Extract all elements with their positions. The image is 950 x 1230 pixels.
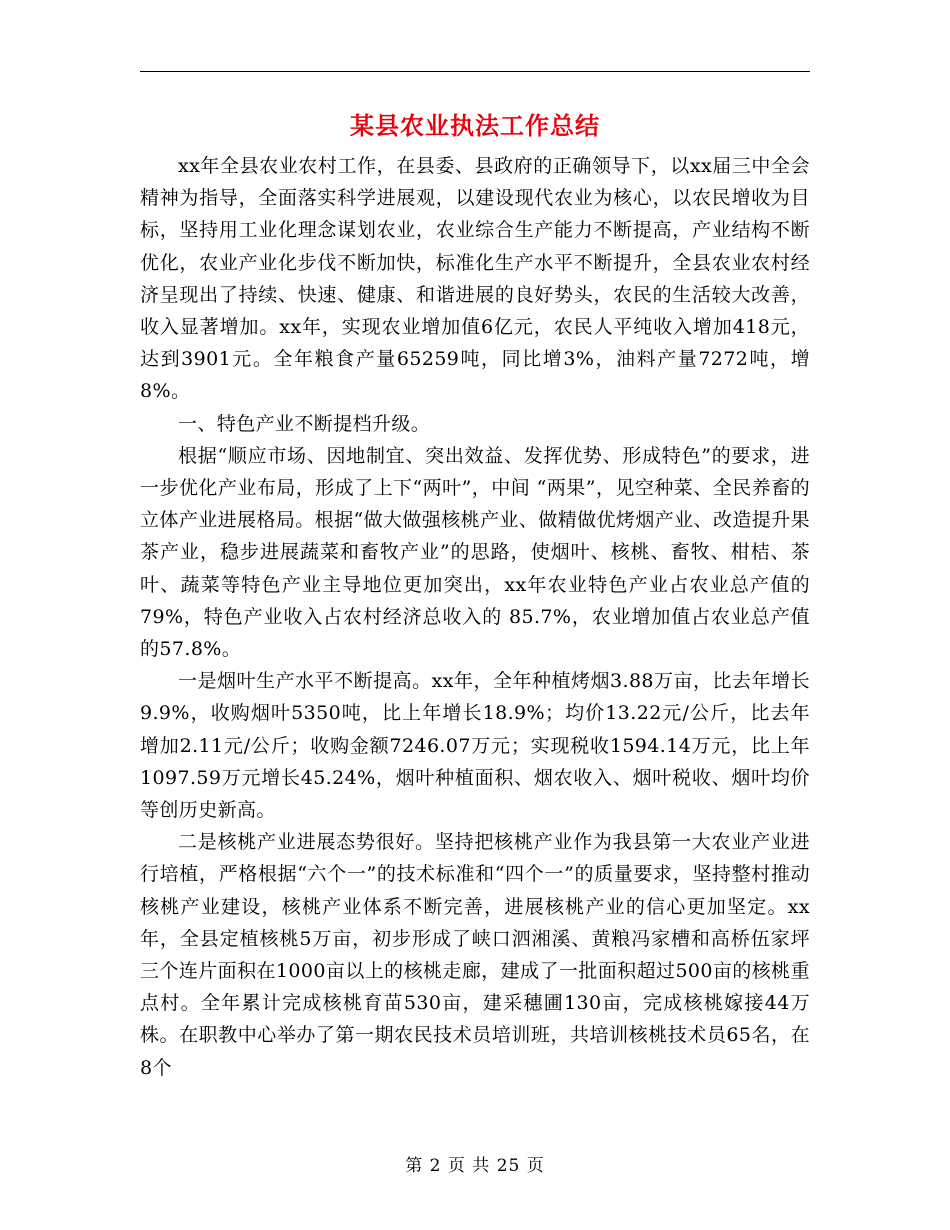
header-rule	[140, 71, 810, 72]
paragraph-tobacco: 一是烟叶生产水平不断提高。xx年，全年种植烤烟3.88万亩，比去年增长9.9%，收购烟叶5350吨，比上年增长18.9%；均价13.22元/公斤，比去年增加2.11元/公斤；收购金额7246.07万元；实现税收1594.14万元，比上年1097.59万元增长45.24%，烟叶种植面积、烟农收入、烟叶税收、烟叶均价等创历史新高。	[140, 670, 810, 822]
paragraph-industry-layout: 根据“顺应市场、因地制宜、突出效益、发挥优势、形成特色”的要求，进一步优化产业布局，形成了上下“两叶”，中间 “两果”，见空种菜、全民养畜的立体产业进展格局。根据“做大做强核桃产业、做精做优烤烟产业、改造提升果茶产业，稳步进展蔬菜和畜牧产业”的思路，使烟叶、核桃、畜牧、柑桔、茶叶、蔬菜等特色产业主导地位更加突出，xx年农业特色产业占农业总产值的79%，特色产业收入占农村经济总收入的 85.7%，农业增加值占农业总产值的57.8%。	[140, 444, 810, 661]
paragraph-walnut: 二是核桃产业进展态势很好。坚持把核桃产业作为我县第一大农业产业进行培植，严格根据“六个一”的技术标准和“四个一”的质量要求，坚持整村推动核桃产业建设，核桃产业体系不断完善，进展核桃产业的信心更加坚定。xx年，全县定植核桃5万亩，初步形成了峡口泗湘溪、黄粮冯家槽和高桥伍家坪三个连片面积在1000亩以上的核桃走廊，建成了一批面积超过500亩的核桃重点村。全年累计完成核桃育苗530亩，建采穗圃130亩，完成核桃嫁接44万株。在职教中心举办了第一期农民技术员培训班，共培训核桃技术员65名，在8个	[140, 831, 810, 1079]
document-title: 某县农业执法工作总结	[350, 111, 600, 140]
paragraph-intro: xx年全县农业农村工作，在县委、县政府的正确领导下，以xx届三中全会精神为指导，全面落实科学进展观，以建设现代农业为核心，以农民增收为目标，坚持用工业化理念谋划农业，农业综合生产能力不断提高，产业结构不断优化，农业产业化步伐不断加快，标准化生产水平不断提升，全县农业农村经济呈现出了持续、快速、健康、和谐进展的良好势头，农民的生活较大改善，收入显著增加。xx年，实现农业增加值6亿元，农民人平纯收入增加418元，达到3901元。全年粮食产量65259吨，同比增3%，油料产量7272吨，增8%。	[140, 155, 810, 403]
page-footer: 第 2 页 共 25 页	[405, 1156, 545, 1176]
section-heading-1: 一、特色产业不断提档升级。	[178, 412, 431, 435]
document-body	[140, 150, 810, 1084]
